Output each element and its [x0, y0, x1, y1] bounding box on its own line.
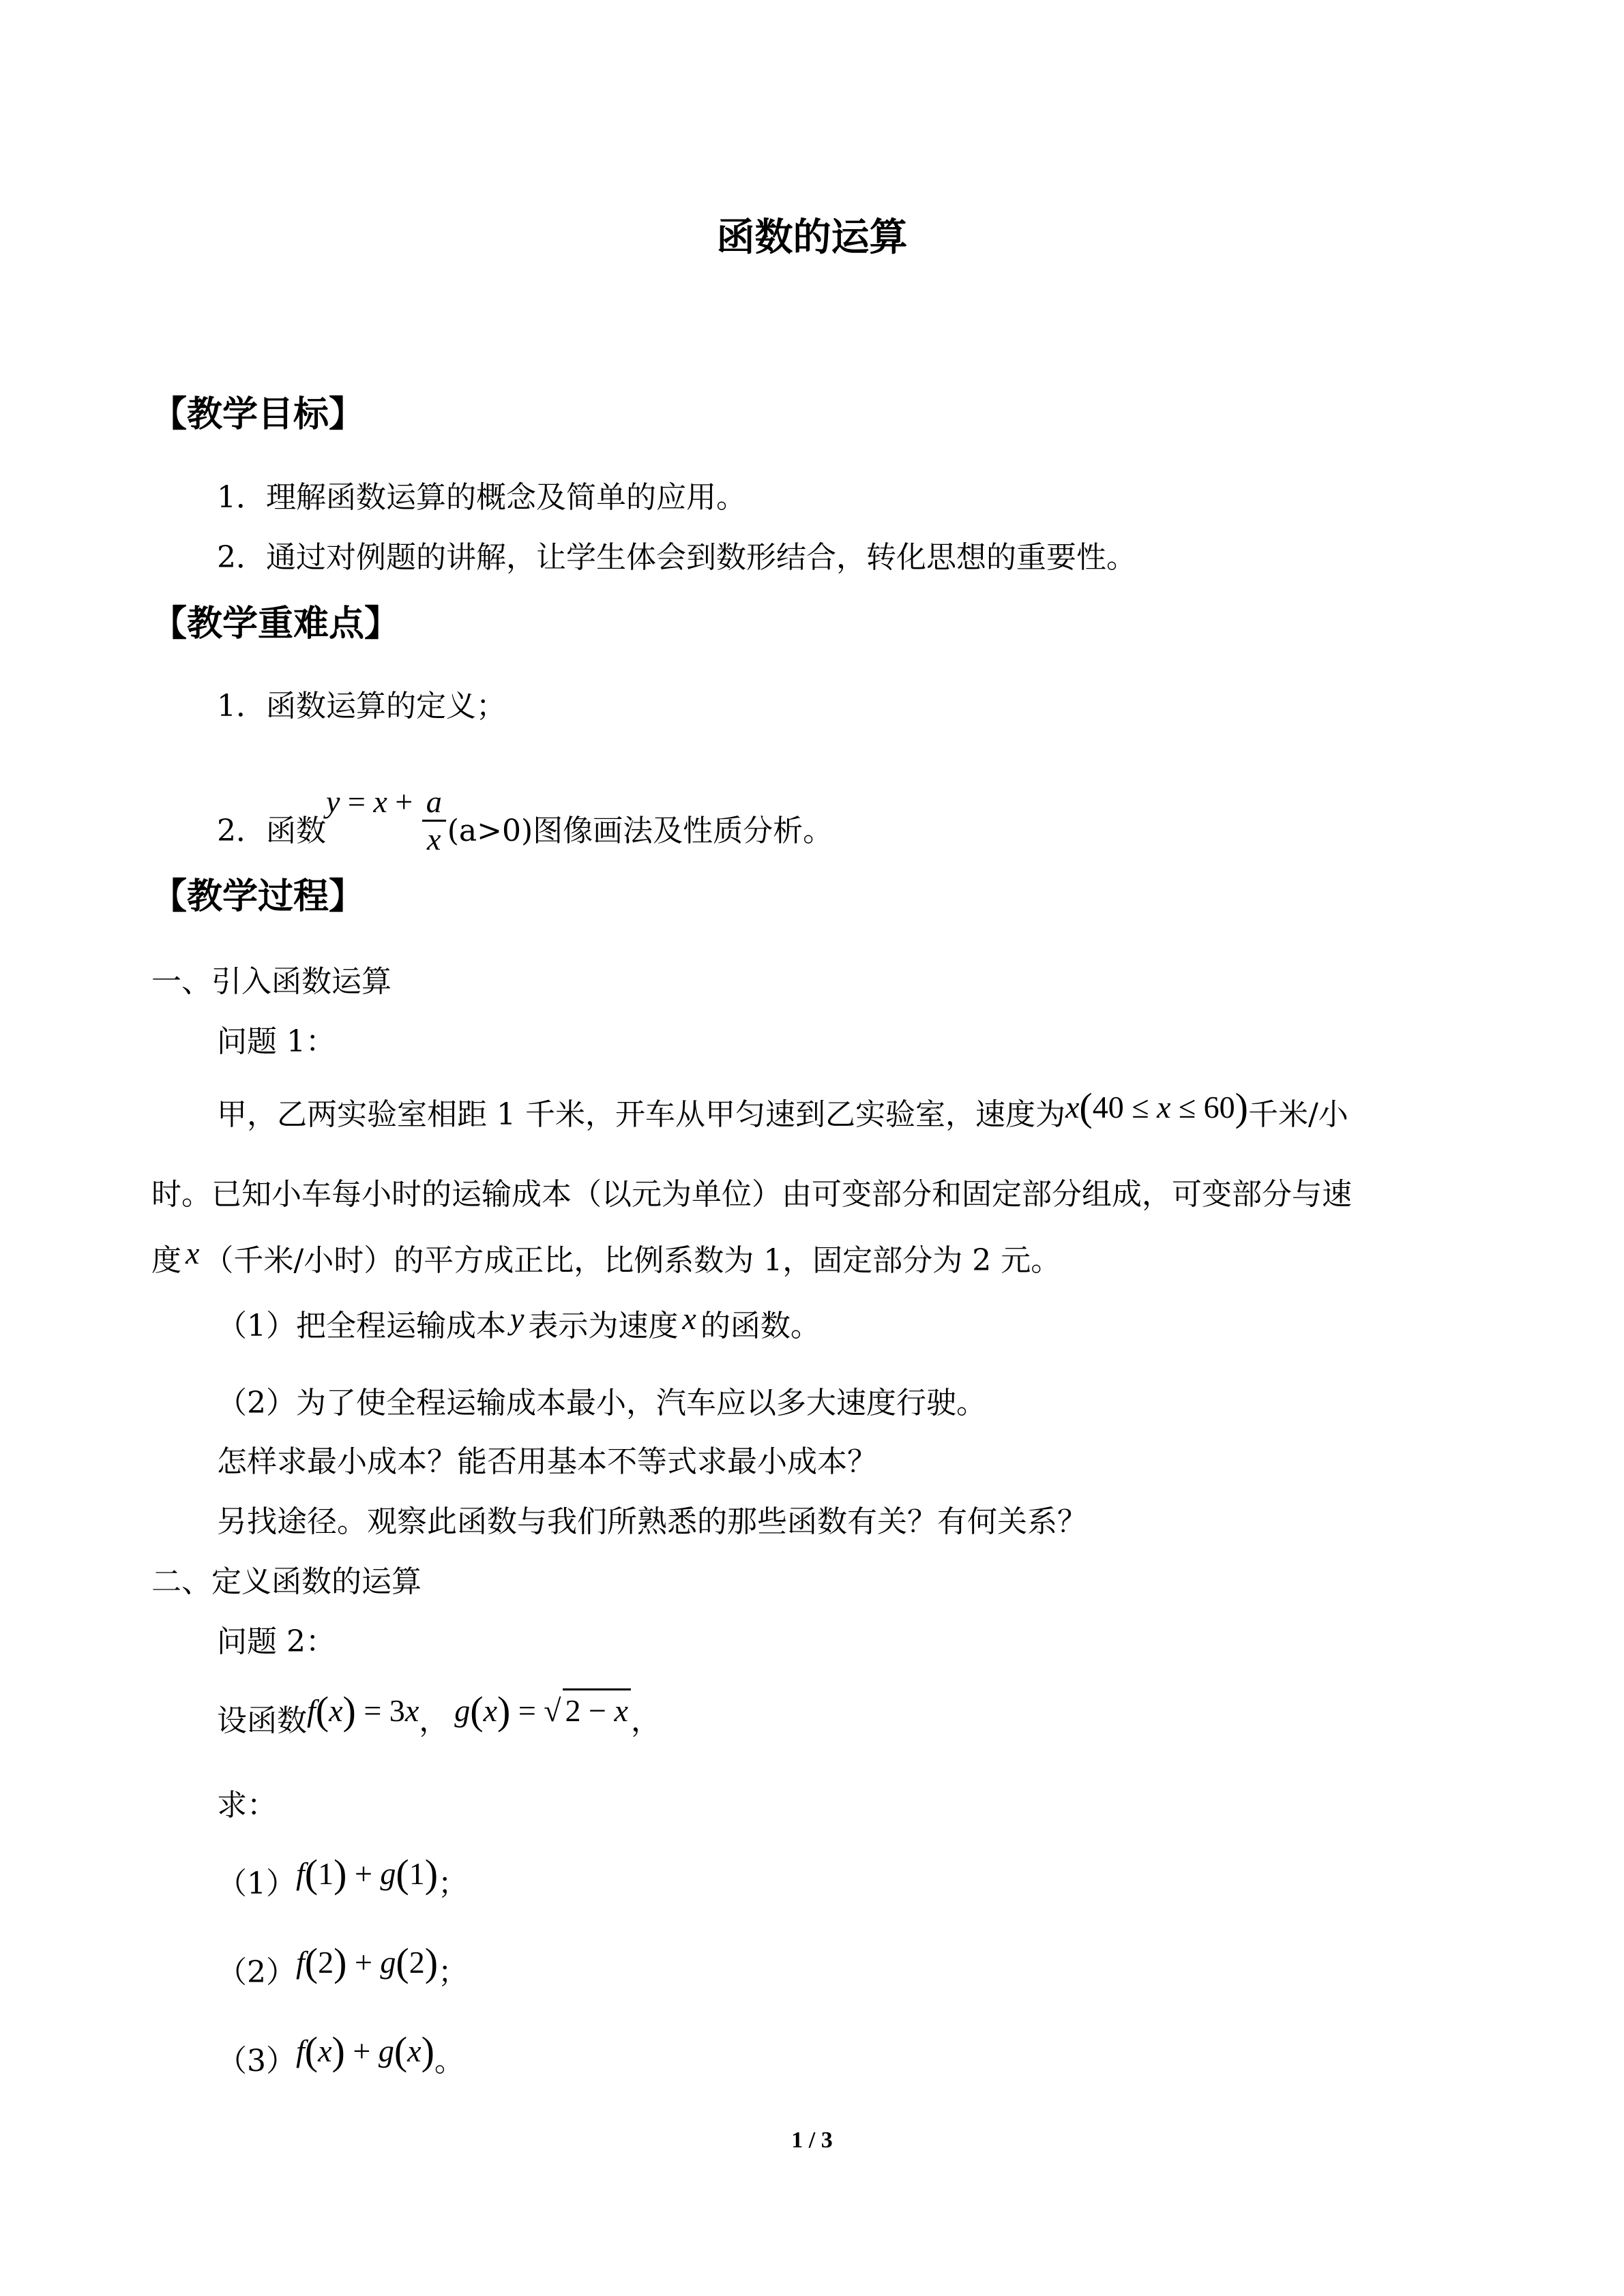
sub-question-3 — [217, 2029, 464, 2082]
p2-comma-2: ， — [630, 1703, 661, 1738]
process-heading: 【教学过程】 — [151, 876, 365, 917]
formula-f2-plus-g2: f(2) + g(2) — [296, 1940, 439, 1984]
formula-g-x: g(x) = √ 2 − x — [454, 1693, 631, 1728]
sub3-end: 。 — [434, 2044, 464, 2078]
formula-fx-plus-gx: f(x) + g(x) — [296, 2029, 434, 2073]
section-1-heading: 一、引入函数运算 — [151, 964, 392, 999]
p2-pre: 设函数 — [217, 1703, 307, 1738]
q1-mid: 表示为速度 — [528, 1309, 679, 1343]
var-x-2: x — [682, 1301, 696, 1336]
formula-x-range: x(40 ≤ x ≤ 60) — [1065, 1085, 1248, 1129]
question-2: （2）为了使全程运输成本最小，汽车应以多大速度行驶。 — [217, 1386, 986, 1420]
sub-question-1 — [217, 1851, 469, 1905]
p1-line3-pre: 度 — [151, 1243, 181, 1278]
sub2-label: （2） — [217, 1955, 296, 1990]
goal-item-2: 2．通过对例题的讲解，让学生体会到数形结合，转化思想的重要性。 — [217, 540, 1136, 575]
p2-comma-1: ， — [419, 1703, 449, 1738]
problem-1-label: 问题 1： — [217, 1024, 336, 1059]
sub2-end: ； — [438, 1955, 469, 1990]
var-x: x — [186, 1236, 200, 1270]
p1-line1-post: 千米/小 — [1247, 1097, 1348, 1132]
keypoint-item-1: 1．函数运算的定义； — [217, 689, 506, 724]
p1-line3-post: （千米/小时）的平方成正比，比例系数为 1，固定部分为 2 元。 — [203, 1243, 1061, 1278]
problem-1-line-2: 时。已知小车每小时的运输成本（以元为单位）由可变部分和固定部分组成，可变部分与速 — [151, 1177, 1352, 1212]
sub1-label: （1） — [217, 1866, 296, 1901]
keypoint-item-2-suffix: (a>0)图像画法及性质分析。 — [447, 814, 833, 848]
q1-pre: （1）把全程运输成本 — [217, 1309, 506, 1343]
keypoint-item-2-prefix: 2．函数 — [217, 814, 326, 848]
var-y: y — [510, 1301, 525, 1336]
ask-label: 求： — [217, 1788, 277, 1823]
formula-y-x-a-over-x: y = x + — [326, 784, 421, 819]
problem-2-label: 问题 2： — [217, 1624, 336, 1659]
page-number: 1 / 3 — [791, 2128, 833, 2153]
formula-f1-plus-g1: f(1) + g(1) — [296, 1851, 439, 1896]
question-1 — [217, 1301, 821, 1347]
problem-1-line-3 — [151, 1236, 1061, 1281]
sub-question-2 — [217, 1940, 469, 1993]
keypoints-heading: 【教学重难点】 — [151, 603, 400, 644]
problem-2-functions — [217, 1688, 661, 1742]
sub1-end: ； — [438, 1866, 469, 1901]
sub3-label: （3） — [217, 2044, 296, 2078]
fraction-a-over-x: $\frac{a}{x}$ — [422, 784, 446, 857]
goals-heading: 【教学目标】 — [151, 394, 365, 435]
goal-item-1: 1．理解函数运算的概念及简单的应用。 — [217, 480, 746, 515]
ask-line-1: 怎样求最小成本？能否用基本不等式求最小成本？ — [217, 1444, 877, 1479]
page-title: 函数的运算 — [716, 215, 908, 260]
section-2-heading: 二、定义函数的运算 — [151, 1564, 422, 1599]
problem-1-line-1 — [217, 1085, 1348, 1135]
q1-post: 的函数。 — [700, 1309, 821, 1343]
formula-f-x: f(x) = 3x — [307, 1688, 419, 1733]
ask-line-2: 另找途径。观察此函数与我们所熟悉的那些函数有关？有何关系？ — [217, 1504, 1087, 1539]
keypoint-item-2 — [217, 784, 833, 869]
p1-line1-pre: 甲，乙两实验室相距 1 千米，开车从甲匀速到乙实验室，速度为 — [217, 1097, 1065, 1132]
